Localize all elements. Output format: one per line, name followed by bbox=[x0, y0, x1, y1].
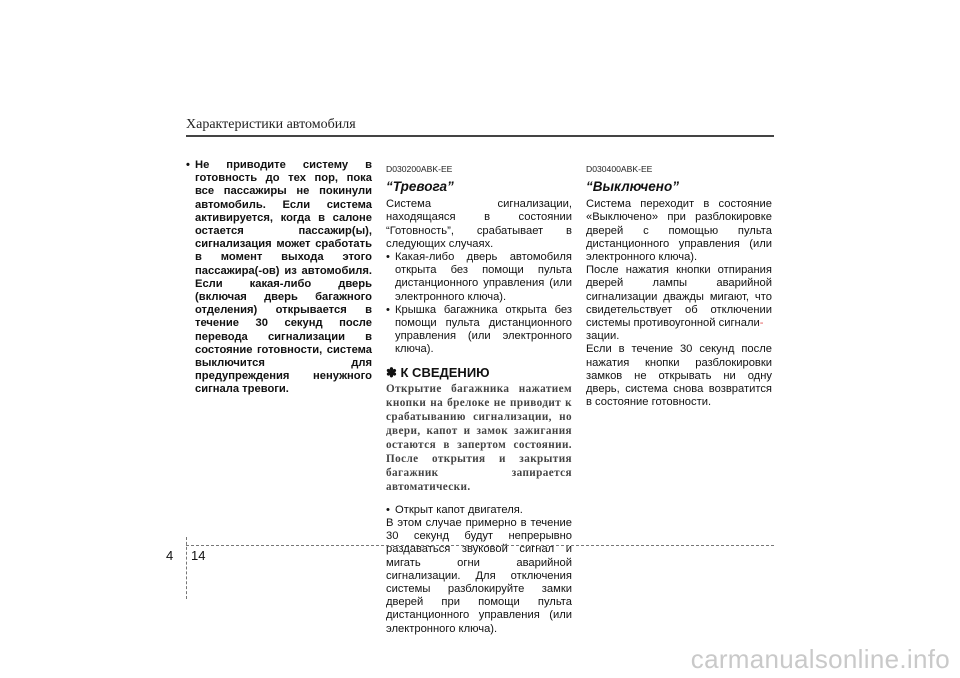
warning-bullet bbox=[186, 159, 372, 397]
off-paragraph-3: Если в течение 30 секунд после нажатия кнопки разблокировки замков не открывать ни одну дверь, система снова возвратится в состояние готовности. bbox=[586, 343, 772, 409]
alarm-bullet-text: Крышка багажника открыта без помощи пульта дистанционного управления (или электронного ключа). bbox=[395, 303, 572, 356]
page-number: 14 bbox=[191, 548, 206, 563]
column-right bbox=[586, 163, 772, 409]
section-code: D030400ABK-EE bbox=[586, 164, 653, 174]
alarm-bullet-3 bbox=[386, 504, 572, 517]
warning-text: Не приводите систему в готовность до тех пор, пока все пассажиры не покинули автомобиль. Если система активируется, когда в салоне остается пассажир(ы), сигнализация может сработать в момент выхода этого пассажира(-ов) из автомобиля. Если какая-либо дверь (включая дверь багажного отделения) открывается в течение 30 секунд после перевода сигнализации в состояние готовности, система выключится для предупреждения ненужного сигнала тревоги. bbox=[195, 159, 372, 396]
hyphen-mark: - bbox=[759, 317, 764, 330]
watermark-text: carmanualsonline.info bbox=[690, 644, 950, 674]
bullet-mark: • bbox=[186, 159, 190, 171]
alarm-bullet-text: Какая-либо дверь автомобиля открыта без помощи пульта дистанционного управления (или электронного ключа). bbox=[395, 251, 572, 303]
section-title-alarm: “Тревога” bbox=[386, 179, 454, 195]
header-divider bbox=[186, 135, 774, 137]
alarm-intro: Система сигнализации, находящаяся в состоянии “Готовность”, срабатывает в следующих случаях. bbox=[386, 198, 572, 250]
note-body: Открытие багажника нажатием кнопки на брелоке не приводит к срабатыванию сигнализации, но двери, капот и замок зажигания остаются в запертом состоянии. После открытия и закрытия багажник запирается автоматически. bbox=[386, 382, 572, 493]
bullet-mark: • bbox=[386, 303, 390, 316]
off-paragraph-2 bbox=[586, 264, 772, 343]
section-number: 4 bbox=[166, 548, 174, 563]
off-paragraph-2-text: После нажатия кнопки отпирания дверей лампы аварийной сигнализации дважды мигают, что свидетельствует об отключении системы противоугонной сигнали bbox=[586, 264, 772, 330]
alarm-bullet-text: Открыт капот двигателя. bbox=[395, 503, 523, 516]
section-code: D030200ABK-EE bbox=[386, 164, 453, 174]
column-left bbox=[186, 159, 372, 397]
column-middle bbox=[386, 163, 572, 636]
footer-divider bbox=[186, 545, 774, 546]
page-header-title: Характеристики автомобиля bbox=[186, 117, 356, 132]
bullet-mark: • bbox=[386, 503, 390, 516]
section-title-off: “Выключено” bbox=[586, 179, 679, 195]
bullet-mark: • bbox=[386, 251, 390, 264]
off-paragraph-1: Система переходит в состояние «Выключено» при разблокировке дверей с помощью пульта дистанционного управления (или электронного ключа). bbox=[586, 198, 772, 264]
alarm-bullet-2 bbox=[386, 304, 572, 357]
note-title: ✽ К СВЕДЕНИЮ bbox=[386, 364, 490, 380]
alarm-bullet-1 bbox=[386, 251, 572, 304]
off-paragraph-2-tail: зации. bbox=[586, 330, 620, 343]
alarm-outro: В этом случае примерно в течение 30 секунд будут непрерывно раздаваться звуковой сигнал и мигать огни аварийной сигнализации. Для отключения системы разблокируйте замки дверей при помощи пульта дистанционного управления (или электронного ключа). bbox=[386, 517, 572, 635]
footer-vertical-divider bbox=[186, 537, 187, 599]
